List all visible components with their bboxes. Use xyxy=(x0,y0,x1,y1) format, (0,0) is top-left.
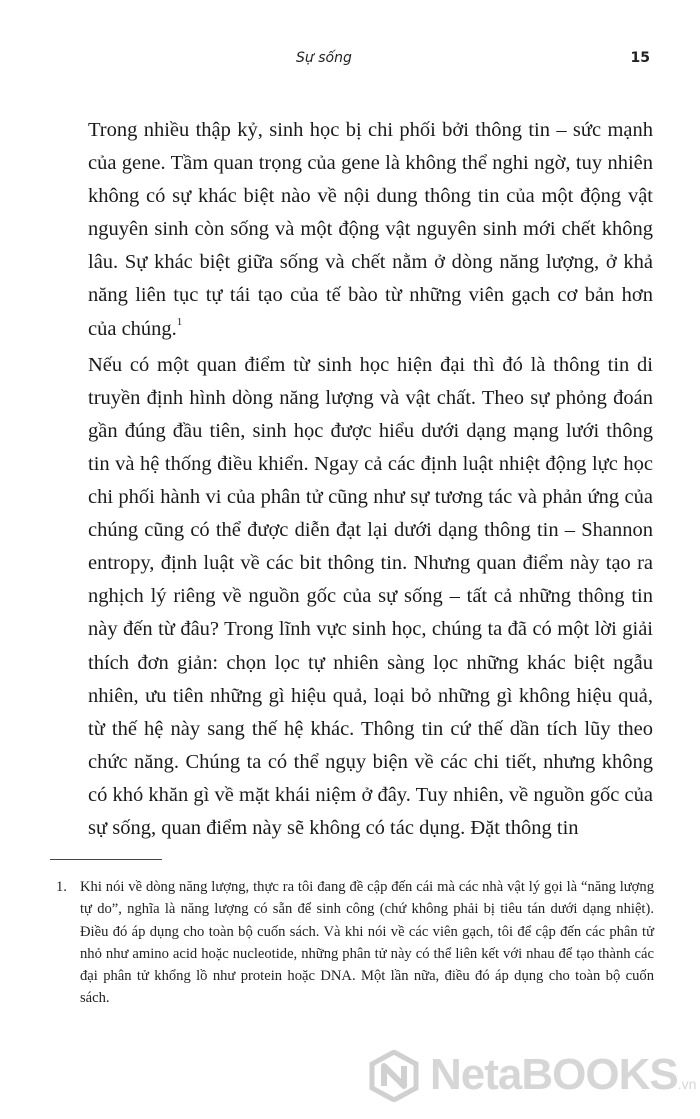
page-number: 15 xyxy=(630,50,650,66)
watermark-text xyxy=(430,1050,696,1100)
running-head xyxy=(0,50,700,74)
footnote-ref[interactable]: 1 xyxy=(176,315,183,328)
watermark xyxy=(368,1046,697,1106)
watermark-brand: NetaBOOKS xyxy=(430,1050,678,1099)
footnote xyxy=(50,876,654,1010)
paragraph-text: Trong nhiều thập kỷ, sinh học bị chi phối bởi thông tin – sức mạnh của gene. Tầm quan trọng của gene là không thể nghi ngờ, tuy nhiên không có sự khác biệt nào về nội dung thông tin của một động vật nguyên sinh còn sống và một động vật nguyên sinh mới chết không lâu. Sự khác biệt giữa sống và chết nằm ở dòng năng lượng, ở khả năng liên tục tự tái tạo của tế bào từ những viên gạch cơ bản hơn của chúng. xyxy=(88,119,653,340)
footnote-text: Khi nói về dòng năng lượng, thực ra tôi đang đề cập đến cái mà các nhà vật lý gọi là “năng lượng tự do”, nghĩa là năng lượng có sẵn để sinh công (chứ không phải bị tiêu tán dưới dạng nhiệt). Điều đó áp dụng cho toàn bộ cuốn sách. Và khi nói về các viên gạch, tôi để cập đến các phân tử nhỏ như amino acid hoặc nucleotide, những phân tử này có thể liên kết với nhau để tạo thành các đại phân tử khổng lồ như protein hoặc DNA. Một lần nữa, điều đó áp dụng cho toàn bộ cuốn sách. xyxy=(80,879,654,1007)
footnote-number: 1. xyxy=(56,879,67,895)
footnote-divider xyxy=(50,859,162,860)
paragraph: Nếu có một quan điểm từ sinh học hiện đại thì đó là thông tin di truyền định hình dòng năng lượng và vật chất. Theo sự phỏng đoán gần đúng đầu tiên, sinh học được hiểu dưới dạng mạng lưới thông tin và hệ thống điều khiển. Ngay cả các định luật nhiệt động lực học chi phối hành vi của phân tử cũng như sự tương tác và phản ứng của chúng cũng có thể được diễn đạt lại dưới dạng thông tin – Shannon entropy, định luật về các bit thông tin. Nhưng quan điểm này tạo ra nghịch lý riêng về nguồn gốc của sự sống – tất cả những thông tin này đến từ đâu? Trong lĩnh vực sinh học, chúng ta đã có một lời giải thích đơn giản: chọn lọc tự nhiên sàng lọc những khác biệt ngẫu nhiên, ưu tiên những gì hiệu quả, loại bỏ những gì không hiệu quả, từ thế hệ này sang thế hệ khác. Thông tin cứ thế dần tích lũy theo chức năng. Chúng ta có thể ngụy biện về các chi tiết, nhưng không có khó khăn gì về mặt khái niệm ở đây. Tuy nhiên, về nguồn gốc của sự sống, quan điểm này sẽ không có tác dụng. Đặt thông tin xyxy=(88,353,653,839)
body-text xyxy=(88,114,653,845)
running-title: Sự sống xyxy=(296,50,352,66)
watermark-suffix: .vn xyxy=(677,1076,697,1092)
netabooks-logo-icon xyxy=(368,1050,420,1102)
paragraph xyxy=(88,114,653,346)
